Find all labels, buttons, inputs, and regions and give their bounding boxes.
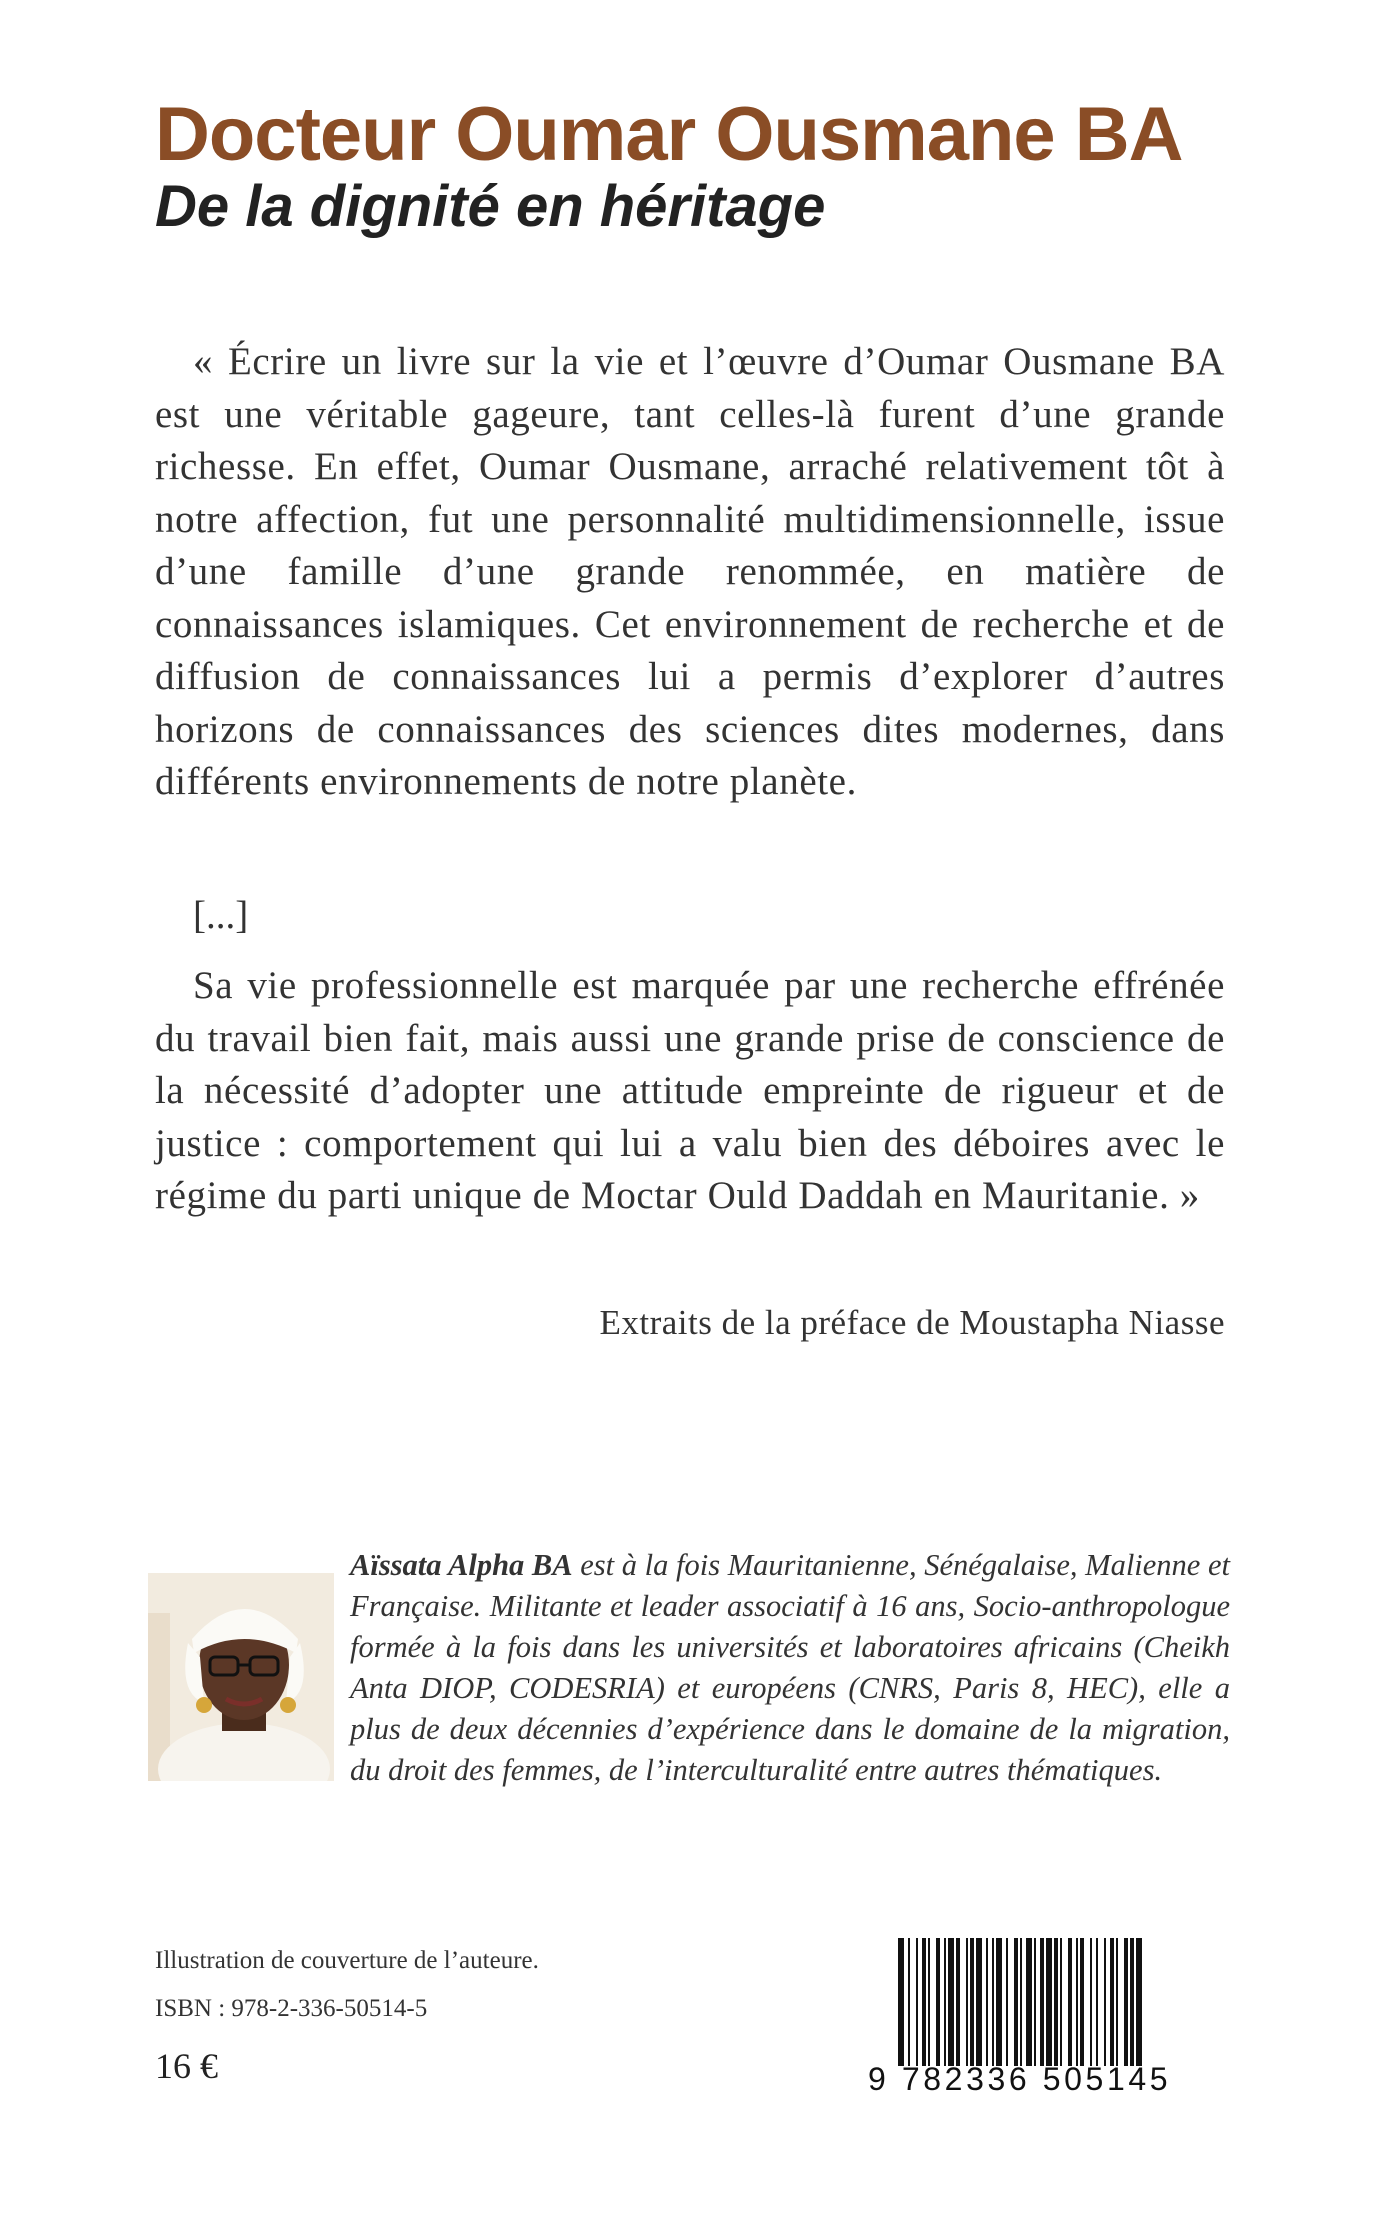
illustration-credit: Illustration de couverture de l’auteure. — [155, 1947, 539, 1974]
barcode-bar — [948, 1938, 954, 2066]
barcode-bar — [1124, 1938, 1128, 2066]
barcode-bar — [1076, 1938, 1078, 2066]
barcode-bar — [1068, 1938, 1072, 2066]
barcode-bar — [1046, 1938, 1052, 2066]
barcode-bar — [976, 1938, 982, 2066]
barcode-bar — [992, 1938, 994, 2066]
barcode-bar — [898, 1938, 904, 2066]
preface-ellipsis: [...] — [193, 894, 249, 937]
author-photo — [148, 1573, 334, 1781]
barcode-bar — [1034, 1938, 1036, 2066]
barcode-bar — [928, 1938, 930, 2066]
barcode-bar — [996, 1938, 1002, 2066]
barcode-bar — [1096, 1938, 1098, 2066]
barcode-bar — [1014, 1938, 1018, 2066]
author-bio-text: est à la fois Mauritanienne, Sénégalaise, Malienne et Française. Militante et leader associatif à 16 ans, Socio-anthropologue formée à la fois dans les universités et laboratoires africains (Cheikh Anta DIOP, CODESRIA) et européens (CNRS, Paris 8, HEC), elle a plus de deux décennies d’expérience dans le domaine de la migration, du droit des femmes, de l’interculturalité entre autres thématiques. — [350, 1548, 1230, 1787]
barcode-bar — [944, 1938, 946, 2066]
barcode-bar — [1006, 1938, 1008, 2066]
barcode-bar — [970, 1938, 974, 2066]
book-subtitle: De la dignité en héritage — [155, 174, 826, 239]
barcode-bar — [916, 1938, 918, 2066]
barcode-bar — [1026, 1938, 1032, 2066]
barcode-bar — [1054, 1938, 1058, 2066]
preface-paragraph-2: Sa vie professionnelle est marquée par une recherche effrénée du travail bien fait, mais aussi une grande prise de conscience de la nécessité d’adopter une attitude empreinte de rigueur et de justice : comportement qui lui a valu bien des déboires avec le régime du parti unique de Moctar Ould Daddah en Mauritanie. » — [155, 964, 1225, 1217]
book-title: Docteur Oumar Ousmane BA — [155, 92, 1183, 177]
preface-paragraph-1: « Écrire un livre sur la vie et l’œuvre d’Oumar Ousmane BA est une véritable gageure, tant celles-là furent d’une grande richesse. En effet, Oumar Ousmane, arraché relativement tôt à notre affection, fut une personnalité multidimensionnelle, issue d’une famille d’une grande renommée, en matière de connaissances islamiques. Cet environnement de recherche et de diffusion de connaissances lui a permis d’explorer d’autres horizons de connaissances des sciences dites modernes, dans différents environnements de notre planète. — [155, 340, 1225, 803]
barcode-bar — [1116, 1938, 1118, 2066]
barcode-bar — [1040, 1938, 1044, 2066]
barcode-bar — [1060, 1938, 1062, 2066]
barcode-bar — [956, 1938, 960, 2066]
author-name: Aïssata Alpha BA — [350, 1548, 573, 1582]
barcode-bar — [1130, 1938, 1134, 2066]
barcode — [898, 1938, 1228, 2066]
barcode-bar — [922, 1938, 926, 2066]
preface-attribution: Extraits de la préface de Moustapha Niasse — [599, 1303, 1225, 1342]
barcode-bar — [1090, 1938, 1092, 2066]
barcode-bar — [1104, 1938, 1106, 2066]
price: 16 € — [155, 2046, 218, 2086]
barcode-bar — [966, 1938, 968, 2066]
barcode-bar — [1080, 1938, 1084, 2066]
author-portrait-illustration — [148, 1573, 334, 1781]
barcode-bar — [986, 1938, 988, 2066]
barcode-bar — [1136, 1938, 1142, 2066]
barcode-digits: 9 782336 505145 — [868, 2061, 1172, 2097]
author-bio — [350, 1545, 1230, 1791]
barcode-bar — [936, 1938, 940, 2066]
barcode-bar — [908, 1938, 910, 2066]
barcode-bar — [1110, 1938, 1114, 2066]
barcode-bar — [1020, 1938, 1022, 2066]
isbn: ISBN : 978-2-336-50514-5 — [155, 1995, 428, 2022]
